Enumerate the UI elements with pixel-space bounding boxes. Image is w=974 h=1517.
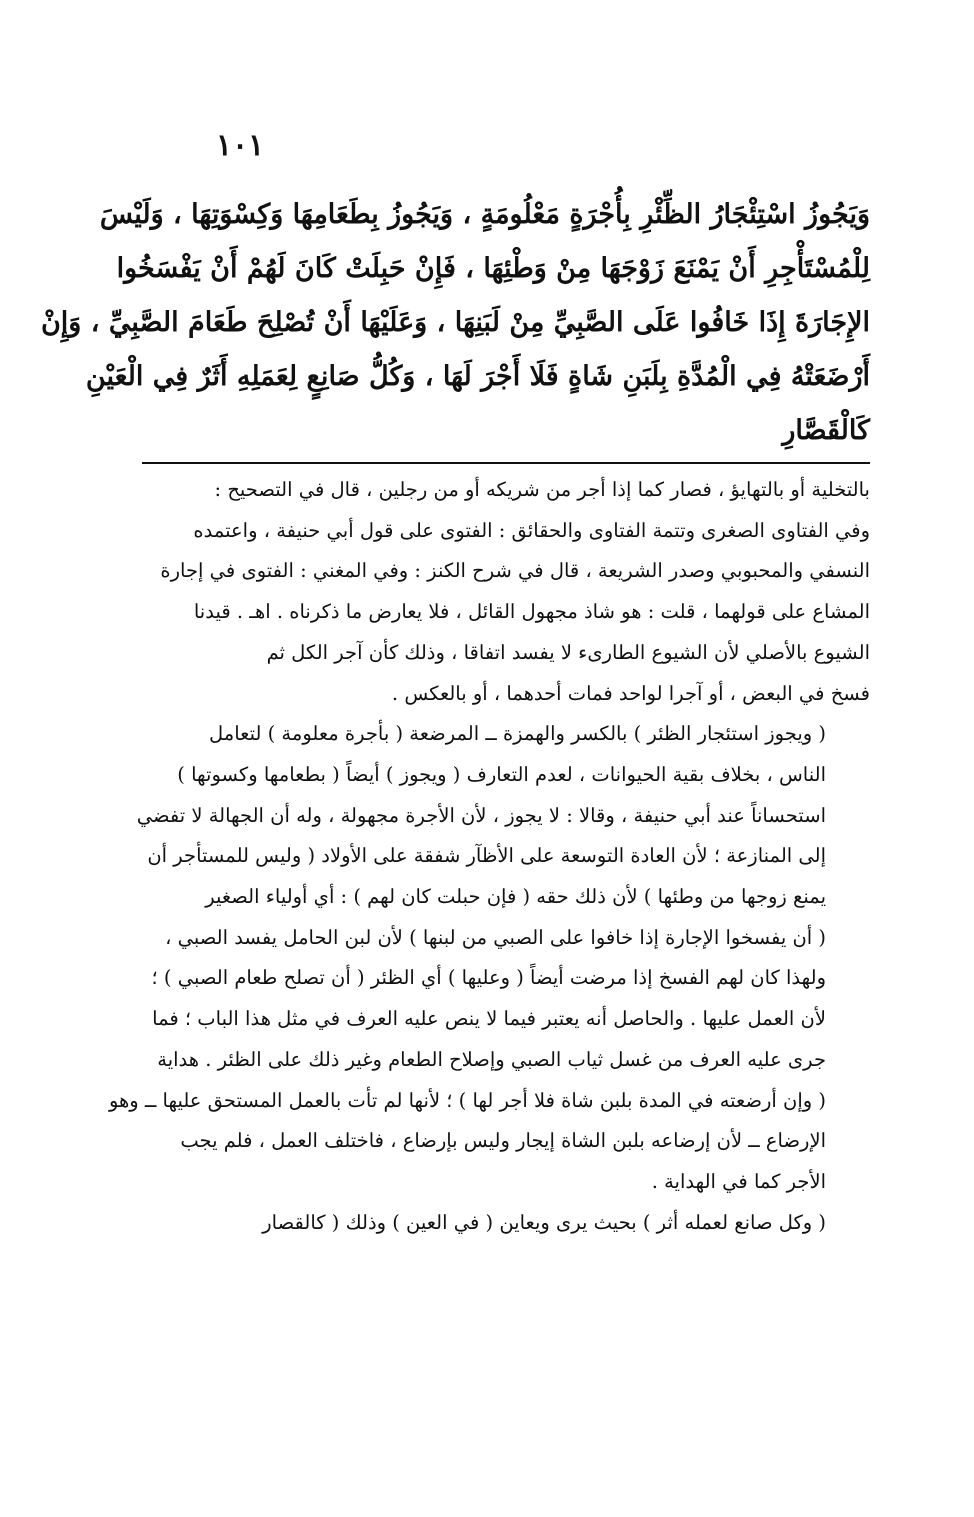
main-text bbox=[40, 188, 870, 458]
main-text-line: لِلْمُسْتَأْجِرِ أَنْ يَمْنَعَ زَوْجَهَا مِنْ وَطْئِهَا ، فَإِنْ حَبِلَتْ كَانَ لَهُمْ أَنْ يَفْسَخُوا bbox=[116, 253, 870, 284]
commentary-line: لأن العمل عليها . والحاصل أنه يعتبر فيما لا ينص عليه العرف في مثل هذا الباب ؛ فما bbox=[152, 1007, 826, 1031]
commentary-line: ( ويجوز استئجار الظئر ) بالكسر والهمزة ــ المرضعة ( بأجرة معلومة ) لتعامل bbox=[209, 722, 826, 746]
page-number: ١٠١ bbox=[215, 128, 265, 163]
commentary-paragraph bbox=[108, 714, 870, 1202]
commentary-line: استحساناً عند أبي حنيفة ، وقالا : لا يجوز ، لأن الأجرة مجهولة ، وله أن الجهالة لا تفضي bbox=[136, 803, 826, 827]
commentary-line: جرى عليه العرف من غسل ثياب الصبي وإصلاح الطعام وغير ذلك على الظئر . هداية bbox=[157, 1047, 826, 1071]
commentary-paragraph bbox=[150, 1203, 870, 1244]
commentary-line: فسخ في البعض ، أو آجرا لواحد فمات أحدهما ، أو بالعكس . bbox=[391, 681, 870, 705]
main-text-line: كَالْقَصَّارِ bbox=[782, 415, 870, 446]
commentary-line: بالتخلية أو بالتهايؤ ، فصار كما إذا أجر من شريكه أو من رجلين ، قال في التصحيح : bbox=[214, 478, 870, 501]
commentary-line: الأجر كما في الهداية . bbox=[651, 1169, 826, 1193]
commentary-line: الإرضاع ــ لأن إرضاعه بلبن الشاة إيجار وليس بإرضاع ، فاختلف العمل ، فلم يجب bbox=[180, 1129, 826, 1153]
commentary-line: الناس ، بخلاف بقية الحيوانات ، لعدم التعارف ( ويجوز ) أيضاً ( بطعامها وكسوتها ) bbox=[177, 762, 826, 786]
commentary-line: وفي الفتاوى الصغرى وتتمة الفتاوى والحقائق : الفتوى على قول أبي حنيفة ، واعتمده bbox=[193, 518, 870, 542]
commentary-line: إلى المنازعة ؛ لأن العادة التوسعة على الأظآر شفقة على الأولاد ( وليس للمستأجر أن bbox=[147, 844, 826, 868]
commentary-line: المشاع على قولهما ، قلت : هو شاذ مجهول القائل ، فلا يعارض ما ذكرناه . اهـ . قيدنا bbox=[193, 600, 870, 624]
main-text-line: أَرْضَعَتْهُ فِي الْمُدَّةِ بِلَبَنِ شَاةٍ فَلَا أَجْرَ لَهَا ، وَكُلُّ صَانِعٍ لِعَمَلِهِ أَثَرٌ فِي الْعَيْنِ bbox=[85, 361, 870, 392]
commentary-line: الشيوع بالأصلي لأن الشيوع الطارىء لا يفسد اتفاقا ، وذلك كأن آجر الكل ثم bbox=[266, 640, 870, 664]
text-divider bbox=[142, 462, 870, 464]
commentary-line: ( أن يفسخوا الإجارة إذا خافوا على الصبي من لبنها ) لأن لبن الحامل يفسد الصبي ، bbox=[165, 925, 826, 949]
commentary-line: ولهذا كان لهم الفسخ إذا مرضت أيضاً ( وعليها ) أي الظئر ( أن تصلح طعام الصبي ) ؛ bbox=[151, 966, 826, 990]
main-text-line: وَيَجُوزُ اسْتِئْجَارُ الظِّئْرِ بِأُجْرَةٍ مَعْلُومَةٍ ، وَيَجُوزُ بِطَعَامِهَا وَكِسْوَتِهَا ، وَلَيْسَ bbox=[99, 199, 870, 230]
commentary-paragraph bbox=[150, 470, 870, 714]
main-text-line: الإِجَارَةَ إِذَا خَافُوا عَلَى الصَّبِيِّ مِنْ لَبَنِهَا ، وَعَلَيْهَا أَنْ تُصْلِحَ طَعَامَ الصَّبِيِّ ، وَإِنْ bbox=[40, 307, 870, 338]
commentary-line: ( وإن أرضعته في المدة بلبن شاة فلا أجر لها ) ؛ لأنها لم تأت بالعمل المستحق عليها ــ وهو bbox=[108, 1088, 826, 1112]
commentary-line: يمنع زوجها من وطئها ) لأن ذلك حقه ( فإن حبلت كان لهم ) : أي أولياء الصغير bbox=[205, 885, 826, 909]
commentary-line: ( وكل صانع لعمله أثر ) بحيث يرى ويعاين ( في العين ) وذلك ( كالقصار bbox=[262, 1210, 826, 1234]
commentary-text bbox=[108, 470, 870, 1243]
commentary-line: النسفي والمحبوبي وصدر الشريعة ، قال في شرح الكنز : وفي المغني : الفتوى في إجارة bbox=[160, 559, 870, 583]
